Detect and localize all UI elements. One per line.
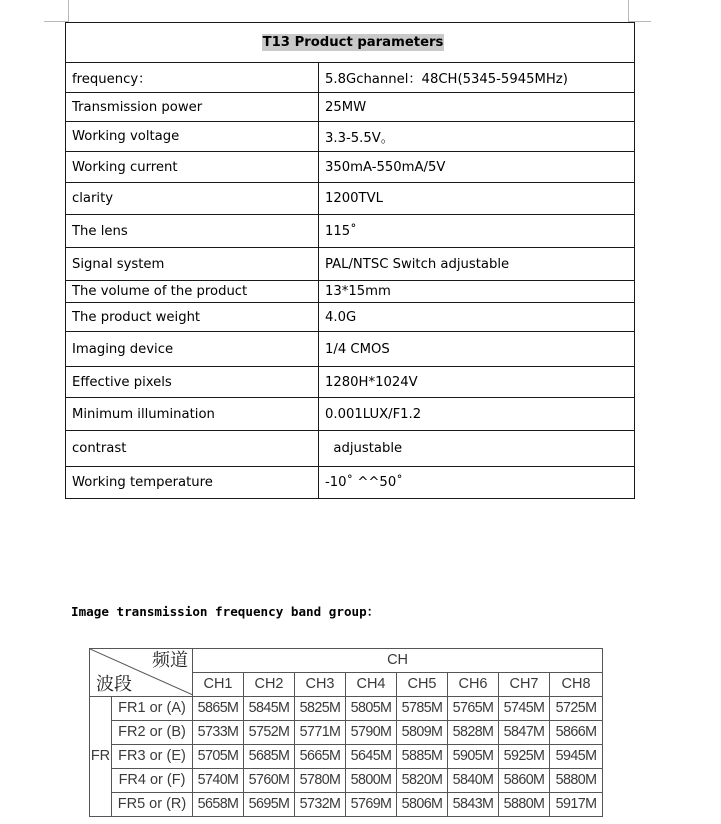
band-name-cell: FR1 or (A) — [112, 697, 193, 721]
frequency-cell: 5705M — [193, 745, 244, 769]
frequency-cell: 5825M — [295, 697, 346, 721]
frequency-cell: 5780M — [295, 769, 346, 793]
param-row — [66, 281, 635, 303]
param-label: The product weight — [66, 303, 319, 332]
param-row — [66, 398, 635, 431]
channel-header-cell: CH4 — [346, 673, 397, 697]
param-label: Signal system — [66, 248, 319, 281]
frequency-cell: 5865M — [193, 697, 244, 721]
param-label: Transmission power — [66, 93, 319, 122]
frequency-cell: 5790M — [346, 721, 397, 745]
band-row — [90, 721, 603, 745]
param-value: 4.0G — [319, 303, 635, 332]
param-row — [66, 332, 635, 367]
param-label: The lens — [66, 215, 319, 248]
corner-band-label: 波段 — [96, 674, 132, 695]
param-label: The volume of the product — [66, 281, 319, 303]
param-label: clarity — [66, 183, 319, 215]
frequency-cell: 5845M — [244, 697, 295, 721]
band-row — [90, 769, 603, 793]
frequency-cell: 5945M — [550, 745, 603, 769]
band-name-cell: FR3 or (E) — [112, 745, 193, 769]
params-title: T13 Product parameters — [262, 35, 444, 50]
param-row — [66, 431, 635, 467]
frequency-cell: 5860M — [499, 769, 550, 793]
channel-header-cell: CH2 — [244, 673, 295, 697]
channel-header-cell: CH6 — [448, 673, 499, 697]
frequency-cell: 5760M — [244, 769, 295, 793]
param-row — [66, 367, 635, 398]
channel-header-cell: CH5 — [397, 673, 448, 697]
param-row — [66, 183, 635, 215]
frequency-cell: 5685M — [244, 745, 295, 769]
param-label: Working voltage — [66, 122, 319, 152]
product-parameters-table — [65, 22, 635, 499]
frequency-cell: 5806M — [397, 793, 448, 817]
band-row — [90, 697, 603, 721]
frequency-cell: 5866M — [550, 721, 603, 745]
frequency-cell: 5765M — [448, 697, 499, 721]
frequency-cell: 5809M — [397, 721, 448, 745]
band-row — [90, 793, 603, 817]
param-value: 1200TVL — [319, 183, 635, 215]
corner-channel-label: 频道 — [152, 650, 188, 671]
param-label: Working current — [66, 152, 319, 183]
param-row — [66, 248, 635, 281]
channel-header-cell: CH3 — [295, 673, 346, 697]
frequency-cell: 5732M — [295, 793, 346, 817]
margin-mark-right-vertical — [628, 0, 629, 22]
frequency-cell: 5725M — [550, 697, 603, 721]
param-value: 25MW — [319, 93, 635, 122]
frequency-cell: 5880M — [499, 793, 550, 817]
frequency-cell: 5769M — [346, 793, 397, 817]
ch-header: CH — [193, 649, 603, 673]
frequency-cell: 5840M — [448, 769, 499, 793]
param-value: 1/4 CMOS — [319, 332, 635, 367]
band-name-cell: FR5 or (R) — [112, 793, 193, 817]
params-title-row — [66, 23, 635, 63]
frequency-cell: 5880M — [550, 769, 603, 793]
frequency-cell: 5745M — [499, 697, 550, 721]
param-row — [66, 215, 635, 248]
frequency-cell: 5695M — [244, 793, 295, 817]
param-row — [66, 122, 635, 152]
band-group-cell: FR — [90, 697, 112, 817]
band-name-cell: FR2 or (B) — [112, 721, 193, 745]
frequency-band-table — [89, 648, 603, 817]
frequency-cell: 5771M — [295, 721, 346, 745]
param-label: Effective pixels — [66, 367, 319, 398]
frequency-cell: 5658M — [193, 793, 244, 817]
channel-header-cell: CH7 — [499, 673, 550, 697]
frequency-cell: 5917M — [550, 793, 603, 817]
band-corner-cell — [90, 649, 193, 697]
frequency-cell: 5665M — [295, 745, 346, 769]
frequency-cell: 5905M — [448, 745, 499, 769]
param-row — [66, 303, 635, 332]
param-value: adjustable — [319, 431, 635, 467]
param-value: 350mA-550mA/5V — [319, 152, 635, 183]
param-value: 1280H*1024V — [319, 367, 635, 398]
param-value: 13*15mm — [319, 281, 635, 303]
params-title-cell — [66, 23, 635, 63]
band-row — [90, 745, 603, 769]
frequency-cell: 5740M — [193, 769, 244, 793]
frequency-cell: 5847M — [499, 721, 550, 745]
param-label: Working temperature — [66, 467, 319, 499]
param-value: PAL/NTSC Switch adjustable — [319, 248, 635, 281]
param-value: 115˚ — [319, 215, 635, 248]
frequency-cell: 5805M — [346, 697, 397, 721]
param-label: Minimum illumination — [66, 398, 319, 431]
band-header-row — [90, 649, 603, 673]
frequency-cell: 5885M — [397, 745, 448, 769]
frequency-cell: 5752M — [244, 721, 295, 745]
band-heading: Image transmission frequency band group： — [71, 604, 380, 619]
param-row — [66, 63, 635, 93]
frequency-band-body — [90, 649, 603, 817]
param-value: 3.3-5.5V。 — [319, 122, 635, 152]
param-row — [66, 467, 635, 499]
param-label: Imaging device — [66, 332, 319, 367]
param-value: 0.001LUX/F1.2 — [319, 398, 635, 431]
band-name-cell: FR4 or (F) — [112, 769, 193, 793]
margin-mark-left-vertical — [68, 0, 69, 22]
param-label: frequency： — [66, 63, 319, 93]
param-value: 5.8Gchannel：48CH(5345-5945MHz) — [319, 63, 635, 93]
param-row — [66, 93, 635, 122]
frequency-cell: 5645M — [346, 745, 397, 769]
param-value: -10˚ ^^50˚ — [319, 467, 635, 499]
channel-header-cell: CH8 — [550, 673, 603, 697]
product-parameters-body — [66, 23, 635, 499]
frequency-cell: 5925M — [499, 745, 550, 769]
channel-header-cell: CH1 — [193, 673, 244, 697]
frequency-cell: 5843M — [448, 793, 499, 817]
frequency-cell: 5733M — [193, 721, 244, 745]
param-row — [66, 152, 635, 183]
frequency-cell: 5785M — [397, 697, 448, 721]
frequency-cell: 5820M — [397, 769, 448, 793]
frequency-cell: 5828M — [448, 721, 499, 745]
param-label: contrast — [66, 431, 319, 467]
frequency-cell: 5800M — [346, 769, 397, 793]
